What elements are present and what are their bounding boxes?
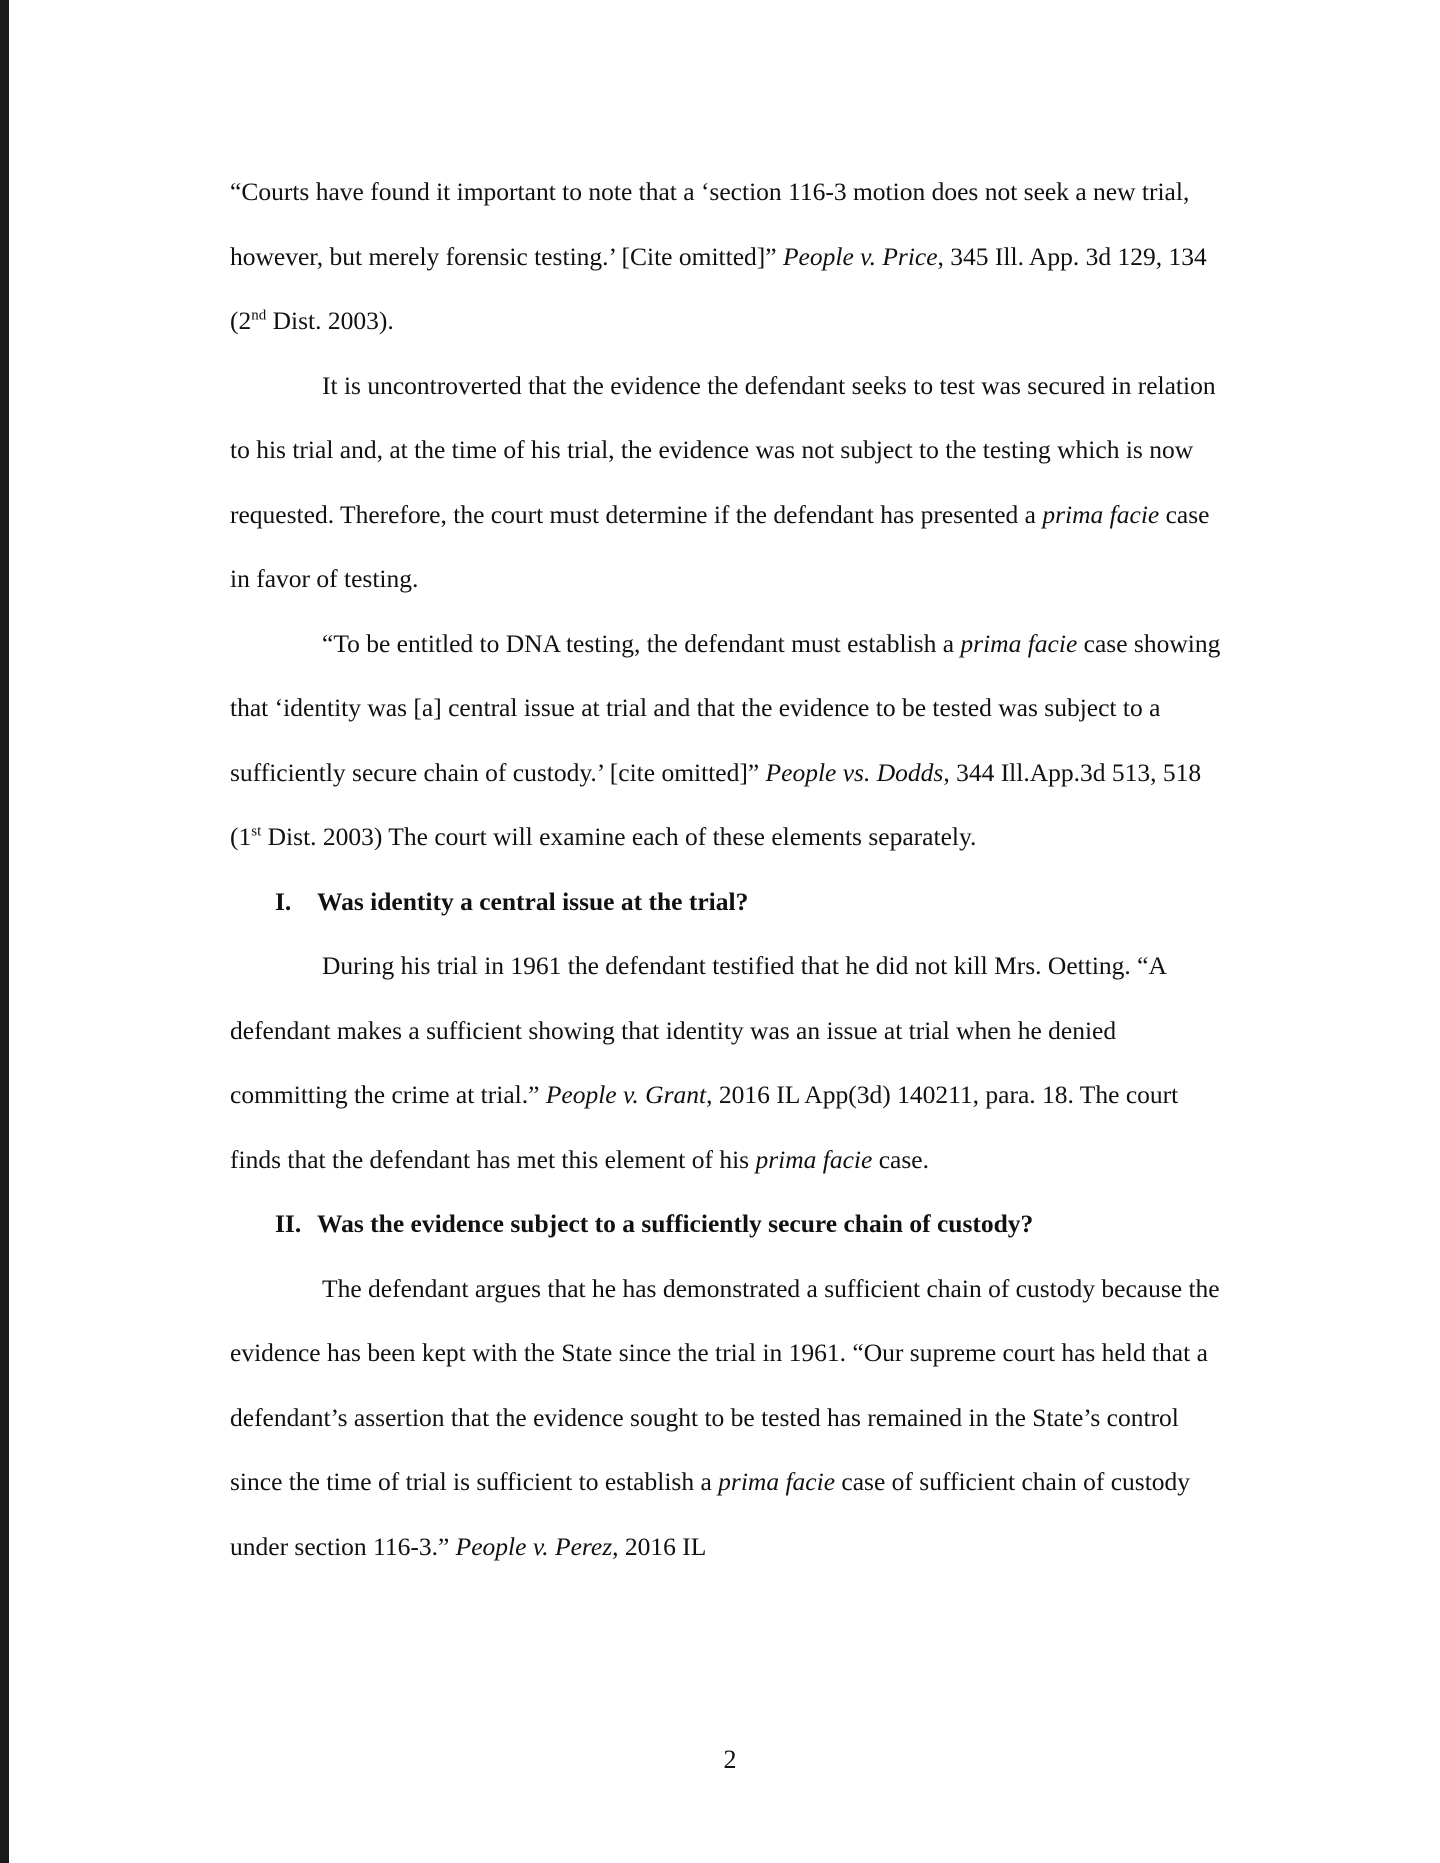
section-title: Was the evidence subject to a sufficiently secure chain of custody? <box>317 1209 1034 1238</box>
scan-edge <box>0 0 9 1863</box>
case-name: People vs. Dodds <box>765 757 944 787</box>
paragraph-identity: During his trial in 1961 the defendant testified that he did not kill Mrs. Oetting. “A defendant makes a sufficient showing that identity was an issue at trial when he denied committing the crime at trial.” People v. Grant, 2016 IL App(3d) 140211, para. 18. The court finds that the defendant has met this element of his prima facie case. <box>230 951 1179 1174</box>
section-title: Was identity a central issue at the trial? <box>317 886 749 916</box>
latin-term: prima facie <box>960 628 1078 658</box>
page-body <box>230 160 1230 1579</box>
section-heading-custody <box>230 1192 1230 1257</box>
paragraph-price-quote: “Courts have found it important to note that a ‘section 116-3 motion does not seek a new trial, however, but merely forensic testing.’ [Cite omitted]” People v. Price, 345 Ill. App. 3d 129, 134 (2nd Dist. 2003). <box>230 177 1207 335</box>
paragraph-uncontroverted: It is uncontroverted that the evidence the defendant seeks to test was secured in relation to his trial and, at the time of his trial, the evidence was not subject to the testing which is now requested. Therefore, the court must determine if the defendant has presented a prima facie case in favor of testing. <box>230 370 1216 593</box>
section-number: I. <box>275 886 292 916</box>
paragraph-custody: The defendant argues that he has demonstrated a sufficient chain of custody because the evidence has been kept with the State since the trial in 1961. “Our supreme court has held that a defendant’s assertion that the evidence sought to be tested has remained in the State’s control since the time of trial is sufficient to establish a prima facie case of sufficient chain of custody under section 116-3.” People v. Perez, 2016 IL <box>230 1273 1220 1561</box>
page-number: 2 <box>723 1745 737 1774</box>
case-name: People v. Grant <box>545 1080 707 1109</box>
case-name: People v. Perez <box>455 1531 613 1561</box>
section-number: II. <box>275 1209 302 1238</box>
section-heading-identity <box>230 870 1230 935</box>
case-name: People v. Price <box>782 241 938 271</box>
paragraph-dodds-quote: “To be entitled to DNA testing, the defendant must establish a prima facie case showing that ‘identity was [a] central issue at trial and that the evidence to be tested was subject to a sufficiently secure chain of custody.’ [cite omitted]” People vs. Dodds, 344 Ill.App.3d 513, 518 (1st Dist. 2003) The court will examine each of these elements separately. <box>230 628 1221 851</box>
latin-term: prima facie <box>755 1144 873 1174</box>
latin-term: prima facie <box>718 1467 836 1496</box>
ordinal-suffix: st <box>251 823 262 840</box>
ordinal-suffix: nd <box>251 307 267 324</box>
latin-term: prima facie <box>1042 499 1160 529</box>
